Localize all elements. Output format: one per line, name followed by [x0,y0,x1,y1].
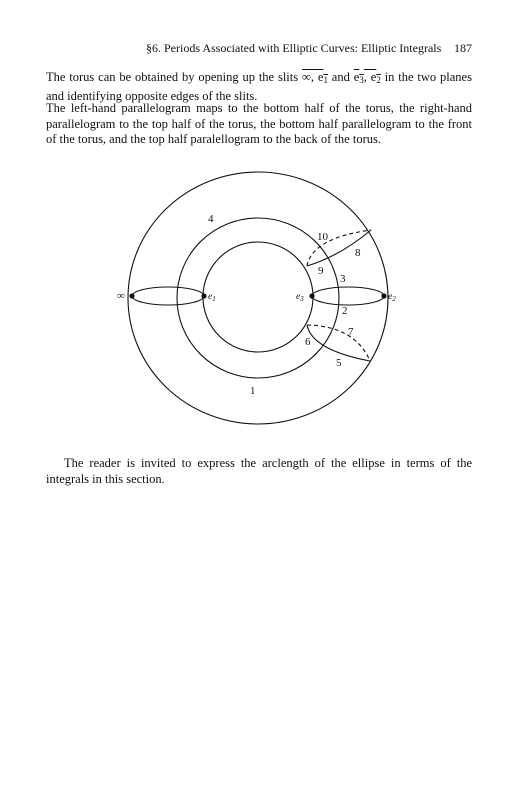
left-slit-ellipse [132,287,204,305]
point-infinity [129,293,134,298]
outer-circle [128,172,388,424]
right-slit-ellipse [312,287,384,305]
label-infinity: ∞ [117,290,125,302]
region-label-6: 6 [305,336,311,348]
label-e3: $e_3$ [296,292,304,303]
label-e1: $e_1$ [208,292,216,303]
region-label-3: 3 [340,273,346,285]
slit-inf-e1: ∞, $e_1$ [301,70,328,85]
paragraph-exercise: The reader is invited to express the arclength of the ellipse in terms of the integrals in this section. [46,456,472,486]
region-label-8: 8 [355,247,361,259]
region-label-2: 2 [342,305,348,317]
paragraph-torus-construction: The torus can be obtained by opening up the slits ∞, $e_1$ and $e_3$, $e_2$ in the two planes and identifying opposite edges of the slits. [46,70,472,103]
label-e2: $e_2$ [388,292,396,303]
point-e3 [309,293,314,298]
region-label-9: 9 [318,265,324,277]
region-label-7: 7 [348,326,354,338]
point-e2 [381,293,386,298]
region-label-10: 10 [317,231,328,243]
region-label-1: 1 [250,385,256,397]
region-label-5: 5 [336,357,342,369]
page-number: 187 [454,41,472,55]
slit-e3-e2: $e_3$, $e_2$ [353,70,381,85]
running-title: §6. Periods Associated with Elliptic Curves: Elliptic Integrals [146,41,442,55]
point-e1 [201,293,206,298]
lower-cut-back [307,325,370,361]
region-label-4: 4 [208,213,214,225]
paragraph-parallelogram-mapping: The left-hand parallelogram maps to the bottom half of the torus, the right-hand parallelogram to the top half of the torus, the bottom half parallelogram to the front of the torus, and the top half paralellogram to the back of the torus. [46,101,472,147]
lower-cut-front [307,325,370,361]
